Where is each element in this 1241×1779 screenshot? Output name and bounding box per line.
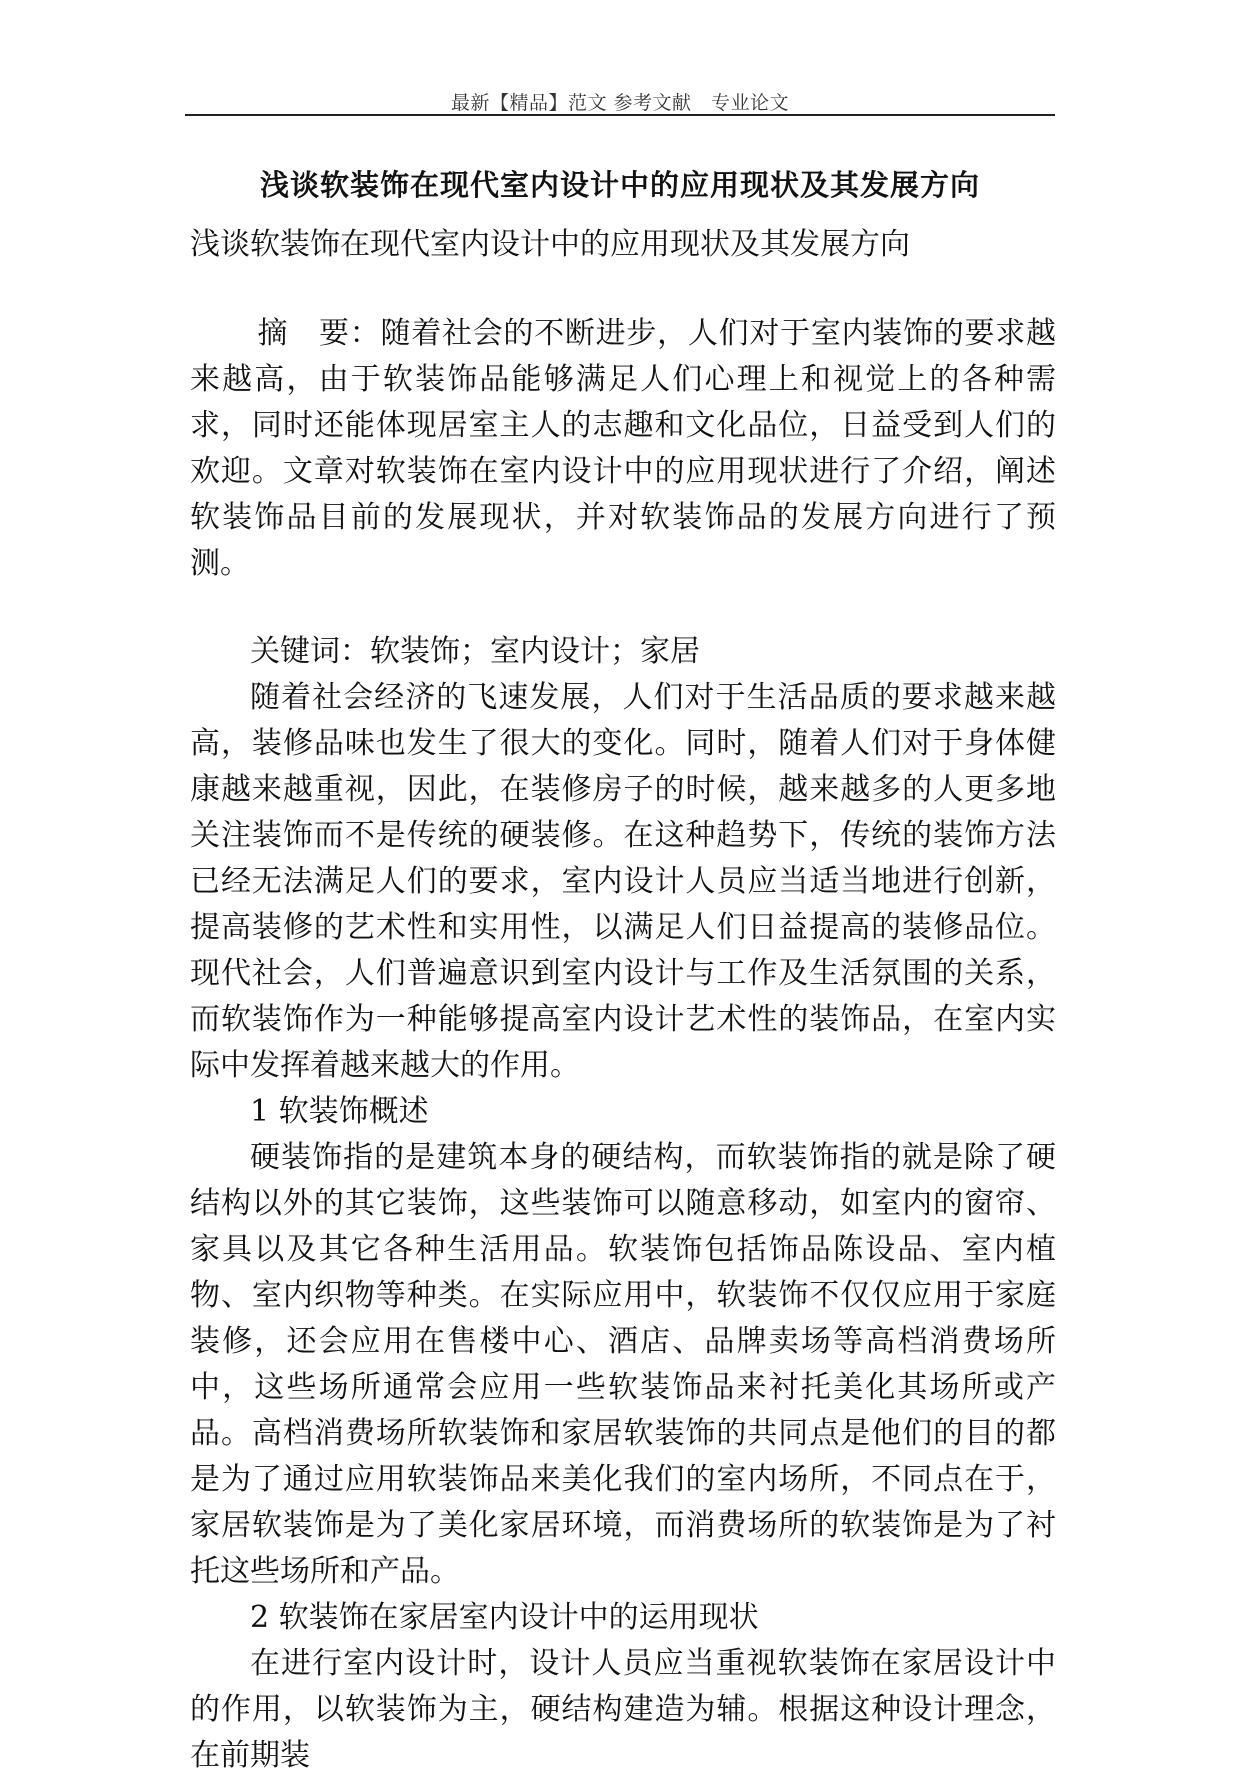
- running-header: 最新【精品】范文 参考文献 专业论文: [450, 92, 790, 114]
- section-1-heading: 1 软装饰概述: [250, 1094, 429, 1129]
- section-2-heading: 2 软装饰在家居室内设计中的运用现状: [250, 1600, 759, 1635]
- section-2-paragraph: 在进行室内设计时，设计人员应当重视软装饰在家居设计中的作用，以软装饰为主，硬结构建造为辅。根据这种设计理念，在前期装: [190, 1646, 1056, 1773]
- body-text: [190, 222, 1056, 1779]
- abstract-paragraph: 摘 要：随着社会的不断进步，人们对于室内装饰的要求越来越高，由于软装饰品能够满足人们心理上和视觉上的各种需求，同时还能体现居室主人的志趣和文化品位，日益受到人们的欢迎。文章对软装饰在室内设计中的应用现状进行了介绍，阐述软装饰品目前的发展现状，并对软装饰品的发展方向进行了预测。: [190, 316, 1056, 581]
- section-1-paragraph: 硬装饰指的是建筑本身的硬结构，而软装饰指的就是除了硬结构以外的其它装饰，这些装饰可以随意移动，如室内的窗帘、家具以及其它各种生活用品。软装饰包括饰品陈设品、室内植物、室内织物等种类。在实际应用中，软装饰不仅仅应用于家庭装修，还会应用在售楼中心、酒店、品牌卖场等高档消费场所中，这些场所通常会应用一些软装饰品来衬托美化其场所或产品。高档消费场所软装饰和家居软装饰的共同点是他们的目的都是为了通过应用软装饰品来美化我们的室内场所，不同点在于，家居软装饰是为了美化家居环境，而消费场所的软装饰是为了衬托这些场所和产品。: [190, 1140, 1056, 1589]
- document-title: 浅谈软装饰在现代室内设计中的应用现状及其发展方向: [259, 168, 980, 202]
- intro-paragraph: 随着社会经济的飞速发展，人们对于生活品质的要求越来越高，装修品味也发生了很大的变化。同时，随着人们对于身体健康越来越重视，因此，在装修房子的时候，越来越多的人更多地关注装饰而不是传统的硬装修。在这种趋势下，传统的装饰方法已经无法满足人们的要求，室内设计人员应当适当地进行创新，提高装修的艺术性和实用性，以满足人们日益提高的装修品位。现代社会，人们普遍意识到室内设计与工作及生活氛围的关系，而软装饰作为一种能够提高室内设计艺术性的装饰品，在室内实际中发挥着越来越大的作用。: [190, 680, 1056, 1083]
- keywords-line: 关键词：软装饰；室内设计；家居: [250, 634, 700, 669]
- header-divider: [185, 114, 1055, 116]
- subtitle: 浅谈软装饰在现代室内设计中的应用现状及其发展方向: [190, 227, 910, 262]
